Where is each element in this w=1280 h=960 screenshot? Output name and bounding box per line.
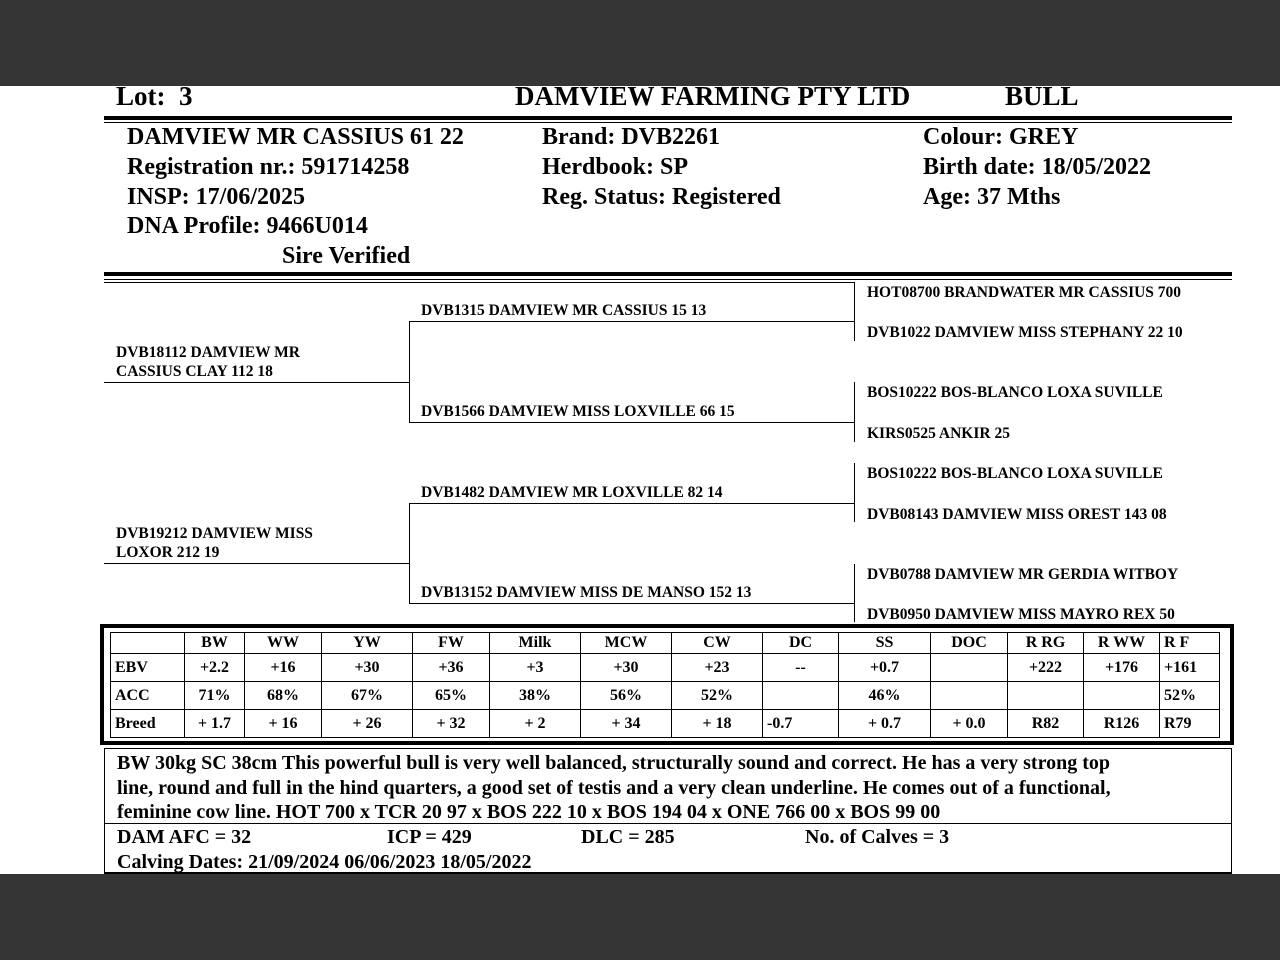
pedigree-dss: BOS10222 BOS-BLANCO LOXA SUVILLE	[867, 465, 1163, 482]
registration-number: Registration nr.: 591714258	[127, 154, 410, 180]
acc-cell	[763, 682, 839, 710]
ebv-table	[110, 632, 1220, 738]
ebv-header-cell: DOC	[931, 633, 1008, 654]
acc-cell: 67%	[322, 682, 413, 710]
ebv-header-cell: SS	[839, 633, 931, 654]
comments-box	[104, 748, 1232, 824]
breed-cell: + 0.7	[839, 710, 931, 738]
reg-status: Reg. Status: Registered	[542, 184, 781, 210]
dam-afc: DAM AFC = 32	[117, 826, 252, 848]
ebv-header-cell: MCW	[581, 633, 672, 654]
pedigree-dam-line2: LOXOR 212 19	[116, 544, 220, 561]
pedigree-dsd: DVB08143 DAMVIEW MISS OREST 143 08	[867, 506, 1167, 523]
ebv-cell: +30	[581, 654, 672, 682]
pedigree-sire: DVB18112 DAMVIEW MR	[116, 344, 300, 361]
comments-line-1: BW 30kg SC 38cm This powerful bull is very well balanced, structurally sound and correct. He has a very strong top	[117, 752, 1111, 774]
pedigree-ddd: DVB0950 DAMVIEW MISS MAYRO REX 50	[867, 606, 1175, 623]
pedigree-sds: BOS10222 BOS-BLANCO LOXA SUVILLE	[867, 384, 1163, 401]
breed-row	[111, 710, 1220, 738]
acc-cell	[1008, 682, 1084, 710]
acc-row-label: ACC	[111, 682, 185, 710]
pedigree-line	[104, 282, 854, 283]
acc-cell: 56%	[581, 682, 672, 710]
acc-row	[111, 682, 1220, 710]
ebv-header-cell: FW	[413, 633, 490, 654]
acc-cell	[931, 682, 1008, 710]
herdbook: Herdbook: SP	[542, 154, 689, 180]
breeder-name: DAMVIEW FARMING PTY LTD	[515, 86, 911, 111]
ebv-cell: +3	[490, 654, 581, 682]
acc-cell: 52%	[1160, 682, 1220, 710]
ebv-cell: +222	[1008, 654, 1084, 682]
header-rule-top	[104, 116, 1232, 120]
ebv-cell: +0.7	[839, 654, 931, 682]
pedigree-line	[854, 564, 855, 622]
pedigree-sss: HOT08700 BRANDWATER MR CASSIUS 700	[867, 284, 1182, 301]
breed-cell: + 2	[490, 710, 581, 738]
acc-cell: 71%	[185, 682, 245, 710]
birth-date: Birth date: 18/05/2022	[923, 154, 1151, 180]
pedigree-sdd: KIRS0525 ANKIR 25	[867, 425, 1010, 442]
ebv-cell: --	[763, 654, 839, 682]
pedigree-line	[409, 321, 410, 423]
pedigree-line	[854, 463, 855, 522]
ebv-header-cell: CW	[672, 633, 763, 654]
brand: Brand: DVB2261	[542, 124, 721, 150]
ebv-cell: +2.2	[185, 654, 245, 682]
breed-cell: + 34	[581, 710, 672, 738]
breed-cell: R82	[1008, 710, 1084, 738]
ebv-header-cell: R WW	[1084, 633, 1160, 654]
dam-icp: ICP = 429	[387, 826, 472, 848]
acc-cell: 52%	[672, 682, 763, 710]
ebv-header-cell: YW	[322, 633, 413, 654]
ebv-cell: +23	[672, 654, 763, 682]
ebv-row-label: EBV	[111, 654, 185, 682]
acc-cell: 65%	[413, 682, 490, 710]
ebv-cell: +36	[413, 654, 490, 682]
pedigree-line	[409, 503, 854, 504]
pedigree-line	[409, 503, 410, 603]
ebv-header-cell: R F	[1160, 633, 1220, 654]
breed-cell: -0.7	[763, 710, 839, 738]
ebv-header-cell: BW	[185, 633, 245, 654]
ebv-header-cell: DC	[763, 633, 839, 654]
lot-label	[116, 86, 193, 112]
pedigree-sire-dam: DVB1566 DAMVIEW MISS LOXVILLE 66 15	[421, 403, 735, 420]
dam-stats-box	[104, 823, 1232, 874]
pedigree-line	[854, 282, 855, 341]
pedigree-ssd: DVB1022 DAMVIEW MISS STEPHANY 22 10	[867, 324, 1183, 341]
breed-cell: + 18	[672, 710, 763, 738]
acc-cell: 68%	[245, 682, 322, 710]
dam-dlc: DLC = 285	[581, 826, 675, 848]
pedigree-dam-sire: DVB1482 DAMVIEW MR LOXVILLE 82 14	[421, 484, 723, 501]
breed-cell: R79	[1160, 710, 1220, 738]
lot-number: 3	[179, 86, 193, 111]
lot-label-text: Lot:	[116, 86, 166, 111]
ebv-box	[100, 624, 1234, 745]
pedigree-sire-line2: CASSIUS CLAY 112 18	[116, 363, 273, 380]
acc-cell: 38%	[490, 682, 581, 710]
dam-calves: No. of Calves = 3	[805, 826, 950, 848]
breed-cell: + 16	[245, 710, 322, 738]
ebv-header-cell: Milk	[490, 633, 581, 654]
inspection-date: INSP: 17/06/2025	[127, 184, 306, 210]
pedigree-line	[409, 321, 854, 322]
acc-cell: 46%	[839, 682, 931, 710]
ebv-header-row	[111, 633, 1220, 654]
catalogue-page	[0, 86, 1280, 874]
pedigree-line	[409, 603, 854, 604]
pedigree-dds: DVB0788 DAMVIEW MR GERDIA WITBOY	[867, 566, 1179, 583]
breed-cell: + 1.7	[185, 710, 245, 738]
pedigree-dam: DVB19212 DAMVIEW MISS	[116, 525, 313, 542]
comments-line-2: line, round and full in the hind quarters, a good set of testis and a very clean underline. He comes out of a functional,	[117, 776, 1111, 799]
pedigree-dam-dam: DVB13152 DAMVIEW MISS DE MANSO 152 13	[421, 584, 752, 601]
breed-cell: R126	[1084, 710, 1160, 738]
ebv-cell: +16	[245, 654, 322, 682]
sex-label: BULL	[1005, 86, 1079, 111]
pedigree-sire-sire: DVB1315 DAMVIEW MR CASSIUS 15 13	[421, 302, 707, 319]
info-rule-thin	[104, 279, 1232, 280]
ebv-cell: +30	[322, 654, 413, 682]
pedigree-line	[104, 382, 409, 383]
comments-line-3: feminine cow line. HOT 700 x TCR 20 97 x BOS 222 10 x BOS 194 04 x ONE 766 00 x BOS 99 00	[117, 801, 941, 823]
dna-profile: DNA Profile: 9466U014	[127, 213, 368, 239]
info-rule-thick	[104, 272, 1232, 276]
ebv-row	[111, 654, 1220, 682]
colour: Colour: GREY	[923, 124, 1079, 150]
ebv-cell	[931, 654, 1008, 682]
breed-row-label: Breed	[111, 710, 185, 738]
ebv-header-cell: R RG	[1008, 633, 1084, 654]
ebv-cell: +161	[1160, 654, 1220, 682]
pedigree-line	[409, 422, 854, 423]
ebv-cell: +176	[1084, 654, 1160, 682]
pedigree-line	[854, 382, 855, 442]
pedigree-line	[104, 563, 409, 564]
header-rule-thin	[104, 122, 1232, 123]
sire-verified: Sire Verified	[282, 243, 411, 269]
breed-cell: + 32	[413, 710, 490, 738]
animal-name: DAMVIEW MR CASSIUS 61 22	[127, 124, 464, 150]
calving-dates: Calving Dates: 21/09/2024 06/06/2023 18/05/2022	[117, 851, 532, 873]
ebv-header-cell: WW	[245, 633, 322, 654]
breed-cell: + 26	[322, 710, 413, 738]
acc-cell	[1084, 682, 1160, 710]
age: Age: 37 Mths	[923, 184, 1061, 210]
ebv-header-cell	[111, 633, 185, 654]
breed-cell: + 0.0	[931, 710, 1008, 738]
